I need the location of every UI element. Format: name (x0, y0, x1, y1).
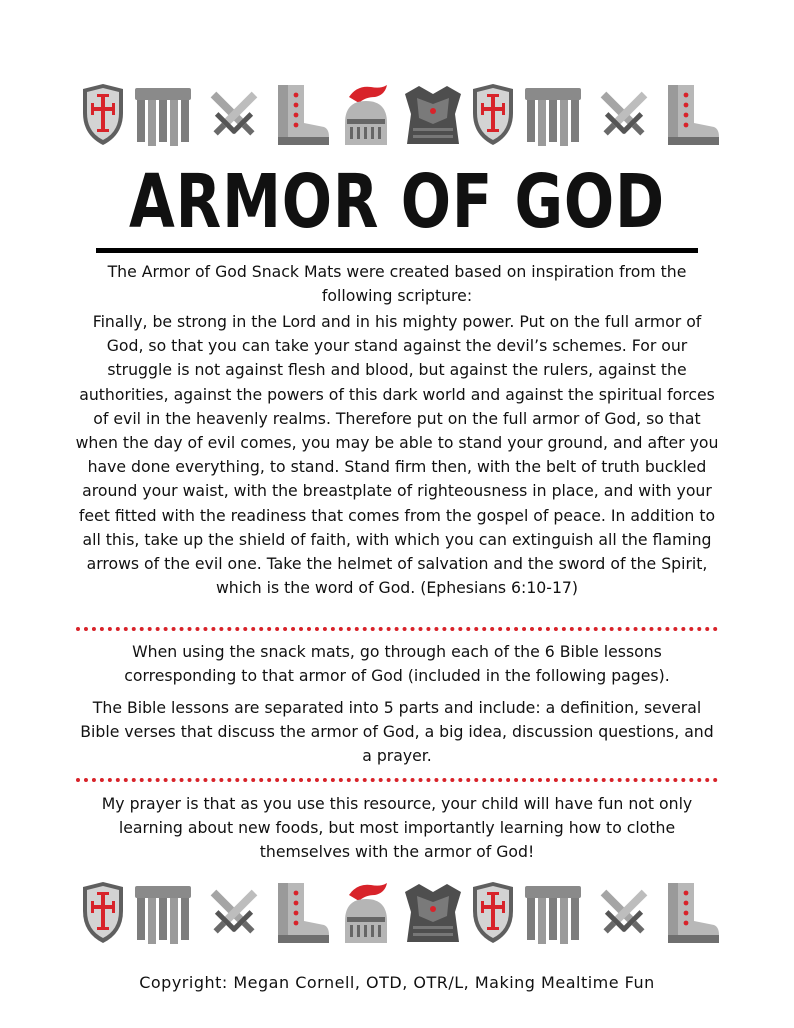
usage-text: When using the snack mats, go through each of the 6 Bible lessons corresponding to that armor of God (included in the following pages). (124, 642, 670, 686)
shield-icon (80, 83, 126, 147)
belt-icon (133, 84, 193, 146)
boot-icon (274, 881, 330, 945)
belt-icon (133, 882, 193, 944)
copyright-text: Copyright: Megan Cornell, OTD, OTR/L, Making Mealtime Fun (139, 973, 655, 992)
crossed-swords-icon (201, 882, 267, 944)
boot-icon (664, 881, 720, 945)
breastplate-icon (403, 84, 463, 146)
crossed-swords-icon (591, 84, 657, 146)
armor-icon-row-bottom (80, 878, 720, 948)
belt-icon (523, 882, 583, 944)
belt-icon (523, 84, 583, 146)
dotted-divider (76, 778, 718, 782)
crossed-swords-icon (591, 882, 657, 944)
lessons-text: The Bible lessons are separated into 5 parts and include: a definition, several Bible verses that discuss the armor of God, a big idea, discussion questions, and a prayer. (80, 698, 714, 766)
shield-icon (80, 881, 126, 945)
shield-icon (470, 881, 516, 945)
crossed-swords-icon (201, 84, 267, 146)
boot-icon (664, 83, 720, 147)
helmet-icon (337, 881, 395, 945)
intro-text: The Armor of God Snack Mats were created based on inspiration from the following scripture: (107, 262, 687, 306)
breastplate-icon (403, 882, 463, 944)
prayer-text: My prayer is that as you use this resource, your child will have fun not only learning about new foods, but most importantly learning how to clothe themselves with the armor of God! (101, 794, 693, 862)
boot-icon (274, 83, 330, 147)
dotted-divider (76, 627, 718, 631)
helmet-icon (337, 83, 395, 147)
armor-icon-row-top (80, 80, 720, 150)
title-divider (96, 248, 698, 253)
scripture-passage: Finally, be strong in the Lord and in his mighty power. Put on the full armor of God, so that you can take your stand against the devil’s schemes. For our struggle is not against flesh and blood, but against the rulers, against the authorities, against the powers of this dark world and against the spiritual forces of evil in the heavenly realms. Therefore put on the full armor of God, so that when the day of evil comes, you may be able to stand your ground, and after you have done everything, to stand. Stand firm then, with the belt of truth buckled around your waist, with the breastplate of righteousness in place, and with your feet fitted with the readiness that comes from the gospel of peace. In addition to all this, take up the shield of faith, with which you can extinguish all the flaming arrows of the evil one. Take the helmet of salvation and the sword of the Spirit, which is the word of God. (Ephesians 6:10-17) (75, 312, 719, 598)
page-title: ARMOR OF GOD (129, 159, 665, 245)
shield-icon (470, 83, 516, 147)
